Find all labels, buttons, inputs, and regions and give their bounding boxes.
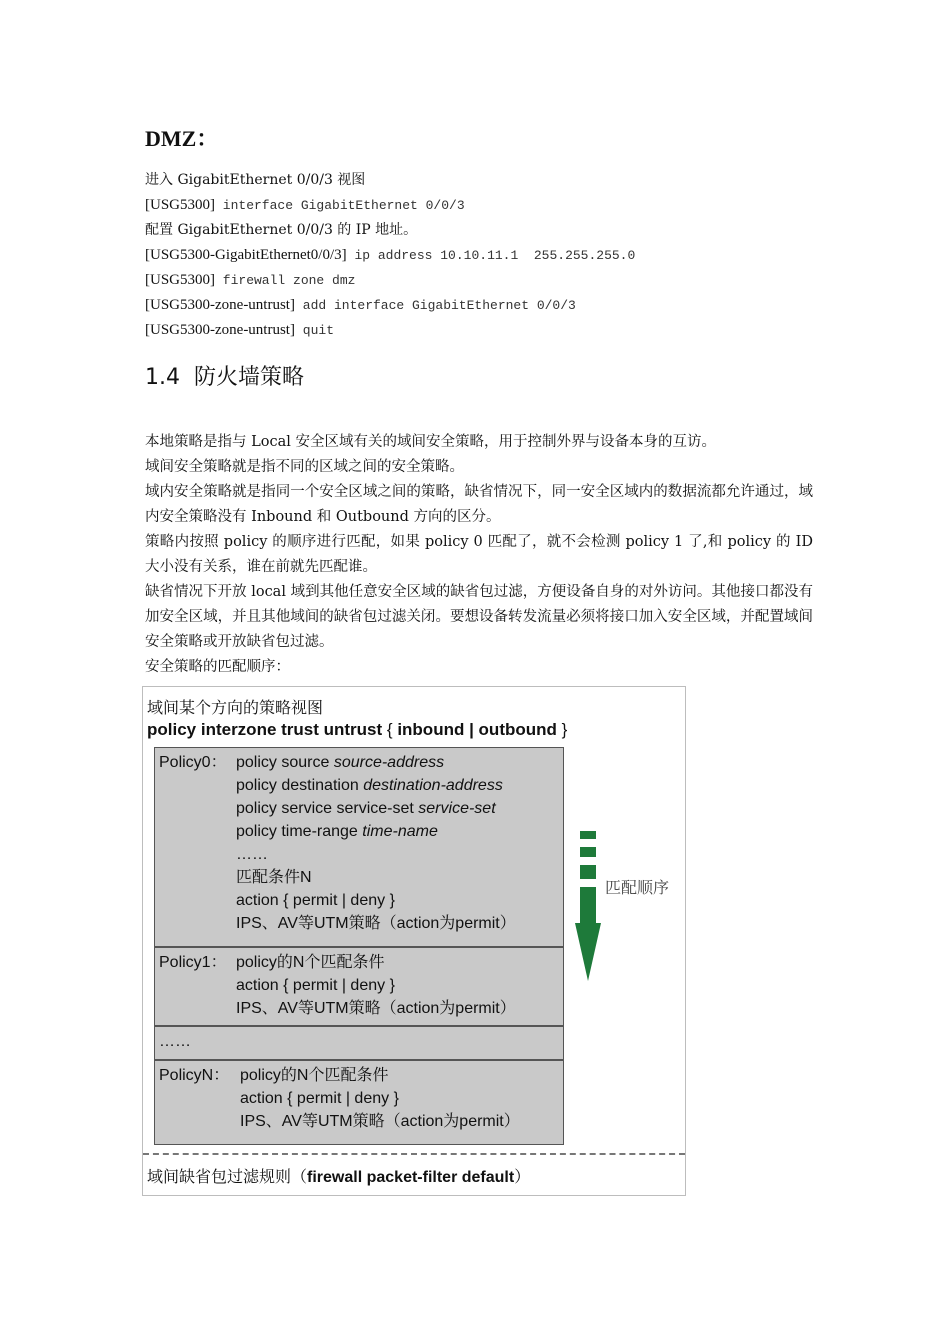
policy0-label: Policy0： — [159, 754, 227, 771]
cli-prompt: [USG5300] — [145, 272, 215, 288]
instruction-text: 进入 GigabitEthernet 0/0/3 视图 — [145, 172, 366, 188]
rule-text: policy time-range — [236, 823, 363, 840]
policy1-box — [154, 947, 564, 1026]
command-line — [145, 293, 825, 318]
cli-prompt: [USG5300-zone-untrust] — [145, 322, 295, 338]
figure-command — [147, 720, 567, 740]
policy-ellipsis-box — [154, 1026, 564, 1060]
rule-param: destination-address — [363, 777, 503, 794]
cli-prompt: [USG5300] — [145, 197, 215, 213]
paragraph: 域间安全策略就是指不同的区域之间的安全策略。 — [145, 459, 464, 475]
command-line — [145, 243, 825, 268]
cli-command: firewall zone dmz — [215, 273, 356, 288]
footer-text: 域间缺省包过滤规则（ — [147, 1169, 308, 1186]
paragraph: 策略内按照 policy 的顺序进行匹配，如果 policy 0 匹配了，就不会检测 policy 1 了,和 policy 的 ID 大小没有关系，谁在前就先匹配谁。 — [145, 534, 813, 575]
command-line — [145, 268, 825, 293]
footer-command: firewall packet-filter default — [307, 1169, 515, 1186]
policy-rule-line — [236, 751, 516, 774]
ellipsis-text: …… — [159, 1033, 191, 1050]
arrow-dash — [580, 831, 596, 839]
policy-match-order-figure — [142, 686, 686, 1196]
command-line — [145, 318, 825, 343]
paragraph: 域内安全策略就是指同一个安全区域之间的策略，缺省情况下，同一安全区域内的数据流都允许通过，域内安全策略没有 Inbound 和 Outbound 方向的区分。 — [145, 484, 813, 525]
policyN-lines — [240, 1064, 520, 1133]
policy-rule-line: action { permit | deny } — [240, 1090, 399, 1107]
command-options: inbound | outbound — [397, 720, 557, 739]
policy-rule-line: IPS、AV等UTM策略（action为permit） — [236, 1000, 516, 1017]
command-line — [145, 193, 825, 218]
rule-text: policy source — [236, 754, 334, 771]
policy0-box — [154, 747, 564, 947]
cli-command: ip address 10.10.11.1 255.255.255.0 — [346, 248, 636, 263]
rule-text: …… — [236, 846, 268, 863]
policy-rule-line: action { permit | deny } — [236, 977, 395, 994]
paragraph: 安全策略的匹配顺序： — [145, 659, 290, 675]
cli-prompt: [USG5300-zone-untrust] — [145, 297, 295, 313]
arrow-dash — [580, 887, 596, 923]
figure-title: 域间某个方向的策略视图 — [147, 700, 324, 717]
rule-param: time-name — [362, 823, 438, 840]
policy1-label: Policy1： — [159, 954, 227, 971]
footer-close: ） — [514, 1169, 531, 1186]
cli-command: add interface GigabitEthernet 0/0/3 — [294, 298, 576, 313]
arrow-dash — [580, 847, 596, 857]
dmz-heading: DMZ： — [145, 126, 219, 151]
cli-prompt: [USG5300-GigabitEthernet0/0/3] — [145, 247, 347, 263]
policy-rule-line: policy的N个匹配条件 — [240, 1067, 389, 1084]
rule-text: policy service service-set — [236, 800, 419, 817]
policy-rule-line — [236, 912, 516, 935]
brace-open: { — [386, 720, 398, 739]
rule-text: policy destination — [236, 777, 364, 794]
policy-rule-line — [236, 889, 516, 912]
down-arrow-icon — [575, 831, 601, 981]
policy1-lines — [236, 951, 516, 1020]
policy-rule-line: IPS、AV等UTM策略（action为permit） — [240, 1113, 520, 1130]
section-heading — [145, 360, 304, 391]
match-order-label: 匹配顺序 — [605, 880, 670, 897]
rule-text: 匹配条件N — [236, 869, 312, 886]
policy-rule-line — [236, 774, 516, 797]
policy-rule-line — [236, 797, 516, 820]
rule-text: action { permit | deny } — [236, 892, 395, 909]
command-line — [145, 168, 825, 193]
rule-param: source-address — [333, 754, 445, 771]
command-line — [145, 218, 825, 243]
brace-close: } — [556, 720, 568, 739]
cli-command: interface GigabitEthernet 0/0/3 — [215, 198, 465, 213]
policy-rule-line — [236, 866, 516, 889]
cli-command: quit — [294, 323, 334, 338]
paragraph: 缺省情况下开放 local 域到其他任意安全区域的缺省包过滤，方便设备自身的对外访问。其他接口都没有加安全区域，并且其他域间的缺省包过滤关闭。要想设备转发流量必须将接口加入安全区域，并配置域间安全策略或开放缺省包过滤。 — [145, 584, 813, 650]
policyN-label: PolicyN： — [159, 1067, 230, 1084]
section-number: 1.4 — [145, 365, 180, 390]
command-keyword: policy interzone trust untrust — [147, 720, 387, 739]
policy0-lines — [236, 751, 516, 935]
body-text — [145, 430, 813, 680]
arrow-dash — [580, 865, 596, 879]
dashed-divider — [143, 1153, 685, 1155]
rule-text: IPS、AV等UTM策略（action为permit） — [236, 915, 516, 932]
policy-rule-line: policy的N个匹配条件 — [236, 954, 385, 971]
dmz-command-block — [145, 168, 825, 343]
default-filter-rule — [147, 1164, 530, 1187]
policy-rule-line — [236, 820, 516, 843]
paragraph: 本地策略是指与 Local 安全区域有关的域间安全策略，用于控制外界与设备本身的互访。 — [145, 434, 716, 450]
rule-param: service-set — [418, 800, 496, 817]
policyN-box — [154, 1060, 564, 1145]
instruction-text: 配置 GigabitEthernet 0/0/3 的 IP 地址。 — [145, 222, 418, 238]
section-title: 防火墙策略 — [194, 365, 305, 390]
policy-rule-line — [236, 843, 516, 866]
arrow-head — [575, 923, 601, 981]
